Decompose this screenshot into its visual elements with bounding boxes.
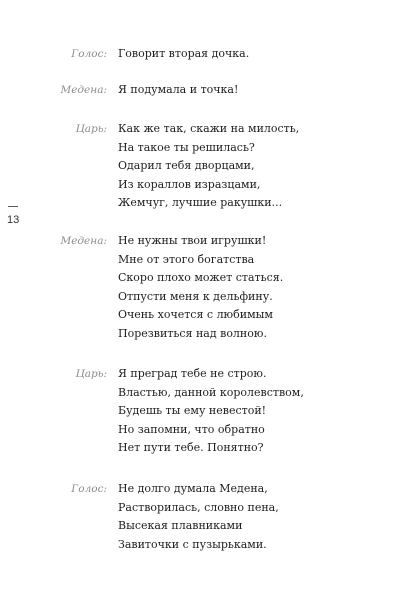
speaker-label: Медена: — [60, 84, 107, 96]
verse-line: Очень хочется с любимым — [118, 308, 273, 322]
verse-lines — [118, 45, 395, 64]
speaker-label: Медена: — [60, 235, 107, 247]
verse-line: Говорит вторая дочка. — [118, 47, 250, 60]
verse-line: Я подумала и точка! — [118, 83, 239, 96]
verse-line: Растворилась, словно пена, — [118, 500, 279, 514]
verse-line: Властью, данной королевством, — [118, 385, 304, 399]
verse-line: Порезвиться над волною. — [118, 326, 267, 340]
verse-line: Одарил тебя дворцами, — [118, 159, 255, 173]
verse-lines — [118, 120, 395, 213]
page-number: 13 — [7, 214, 20, 226]
verse-line: Высекая плавниками — [118, 519, 243, 533]
verse-line: Скоро плохо может статься. — [118, 271, 284, 285]
speaker-label: Царь: — [75, 368, 107, 380]
verse-line: Жемчуг, лучшие ракушки... — [118, 196, 283, 210]
verse-line: Завиточки с пузырьками. — [118, 537, 267, 551]
margin-dash — [8, 206, 18, 207]
verse-lines — [118, 232, 395, 344]
verse-line: Я преград тебе не строю. — [118, 367, 267, 380]
verse-line: Будешь ты ему невестой! — [118, 404, 267, 418]
verse-line: Отпусти меня к дельфину. — [118, 289, 273, 303]
speaker-label: Царь: — [75, 123, 107, 135]
verse-lines — [118, 81, 395, 100]
verse-line: Как же так, скажи на милость, — [118, 122, 300, 135]
verse-line: Не долго думала Медена, — [118, 482, 268, 495]
verse-line: Не нужны твои игрушки! — [118, 234, 267, 247]
verse-line: Но запомни, что обратно — [118, 422, 265, 436]
verse-lines — [118, 365, 395, 458]
verse-lines — [118, 480, 395, 554]
speaker-label: Голос: — [71, 48, 107, 60]
verse-line: Из кораллов изразцами, — [118, 177, 261, 191]
verse-line: Нет пути тебе. Понятно? — [118, 441, 264, 455]
speaker-label: Голос: — [71, 483, 107, 495]
verse-line: Мне от этого богатства — [118, 252, 255, 266]
verse-line: На такое ты решилась? — [118, 140, 255, 154]
